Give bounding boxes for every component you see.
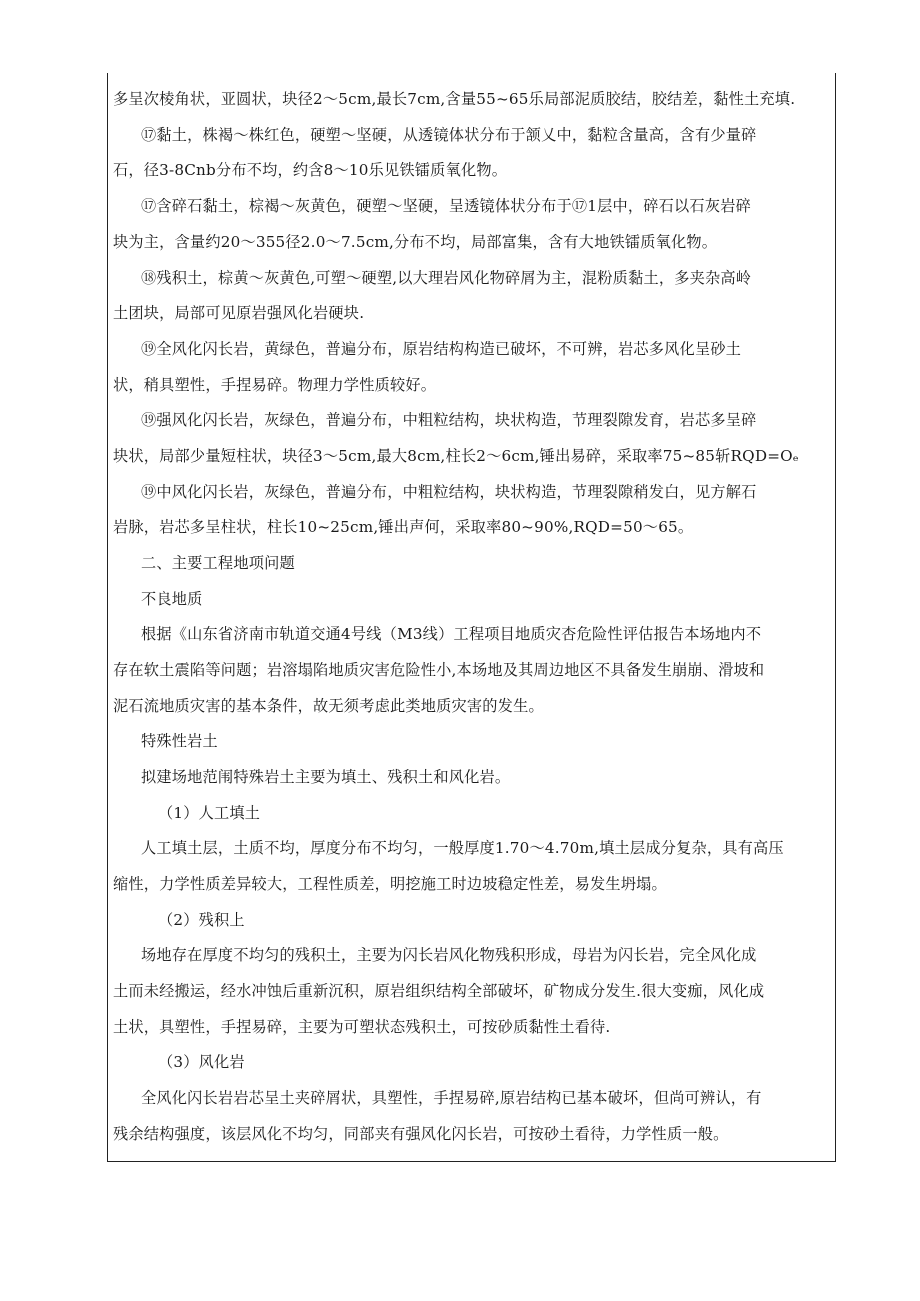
paragraph-line: 岩脉，岩芯多呈柱状，柱长10~25cm,锤出声何，采取率80~90%,RQD=50～65。 xyxy=(113,518,694,536)
paragraph-line: 根据《山东省济南市轨道交通4号线（M3线）工程项目地质灾杏危险性评估报告本场地内不 xyxy=(141,625,762,643)
paragraph-line: ⑰黏土，株褐～株红色，硬塑～坚硬，从透镜体状分布于颔乂中，黏粒含量高，含有少量碎 xyxy=(141,126,757,144)
paragraph-line: ⑱残积土，棕黄～灰黄色,可塑～硬塑,以大理岩风化物碎屑为主，混粉质黏土，多夹杂高岭 xyxy=(141,269,752,287)
subsection-heading: 不良地质 xyxy=(141,590,203,608)
section-heading: 二、主要工程地项问题 xyxy=(141,554,295,572)
paragraph-line: 块为主，含量约20～355径2.0～7.5cm,分布不均，局部富集，含有大地铁镭质氧化物。 xyxy=(113,233,718,251)
paragraph-line: 残余结构强度，该层风化不均匀，同部夹有强风化闪长岩，可按砂土看待，力学性质一般。 xyxy=(113,1125,729,1143)
paragraph-line: 状，稍具塑性，手捏易碎。物理力学性质较好。 xyxy=(113,376,437,394)
paragraph-line: ⑲强风化闪长岩，灰绿色，普遍分布，中粗粒结构，块状构造，节理裂隙发育，岩芯多呈碎 xyxy=(141,411,757,429)
paragraph-line: 土状，具塑性，手捏易碎，主要为可塑状态残积土，可按砂质黏性土看待. xyxy=(113,1018,611,1036)
paragraph-line: 人工填土层，土质不均，厚度分布不均匀，一般厚度1.70～4.70m,填土层成分复杂，具有高压 xyxy=(141,839,784,857)
paragraph-line: 存在软土震陷等问题；岩溶塌陷地质灾害危险性小,本场地及其周边地区不具备发生崩崩、滑坡和 xyxy=(113,661,765,679)
paragraph-line: 土而未经搬运，经水冲蚀后重新沉积，原岩组织结构全部破坏，矿物成分发生.很大变痂，风化成 xyxy=(113,982,765,1000)
paragraph-line: ⑰含碎石黏土，棕褐～灰黄色，硬塑～坚硬，呈透镜体状分布于⑰1层中，碎石以石灰岩碎 xyxy=(141,197,751,215)
paragraph-line: 泥石流地质灾害的基本条件，故无须考虑此类地质灾害的发生。 xyxy=(113,697,544,715)
paragraph-line: 全风化闪长岩岩芯呈土夹碎屑状，具塑性，手捏易碎,原岩结构已基本破坏，但尚可辨认，有 xyxy=(141,1089,762,1107)
numbered-heading: （1）人工填土 xyxy=(158,804,261,822)
subsection-heading: 特殊性岩土 xyxy=(141,732,218,750)
paragraph-line: 土团块，局部可见原岩强风化岩硬块. xyxy=(113,304,365,322)
numbered-heading: （3）风化岩 xyxy=(158,1053,245,1071)
paragraph-line: 拟建场地范闱特殊岩土主要为填土、残积土和风化岩。 xyxy=(141,768,511,786)
paragraph-line: 缩性，力学性质差异较大，工程性质差，明挖施工时边坡稳定性差，易发生坍塌。 xyxy=(113,875,667,893)
paragraph-line: 块状，局部少量短柱状，块径3～5cm,最大8cm,柱长2～6cm,锤出易碎，采取率75~85斩RQD=Oₑ xyxy=(113,447,799,465)
paragraph-line: 场地存在厚度不均匀的残积土，主要为闪长岩风化物残积形成，母岩为闪长岩，完全风化成 xyxy=(141,946,757,964)
numbered-heading: （2）残积上 xyxy=(158,911,245,929)
paragraph-line: ⑲全风化闪长岩，黄绿色，普遍分布，原岩结构构造已破坏，不可辨，岩芯多风化呈砂土 xyxy=(141,340,742,358)
paragraph-line: 多呈次棱角状，亚圆状，块径2～5cm,最长7cm,含量55~65乐局部泥质胶结，胶结差，黏性土充填. xyxy=(113,90,796,108)
paragraph-line: ⑲中风化闪长岩，灰绿色，普遍分布，中粗粒结构，块状构造，节理裂隙稍发白，见方解石 xyxy=(141,483,757,501)
paragraph-line: 石，径3-8Cnb分布不均，约含8～10乐见铁镭质氧化物。 xyxy=(113,161,508,179)
